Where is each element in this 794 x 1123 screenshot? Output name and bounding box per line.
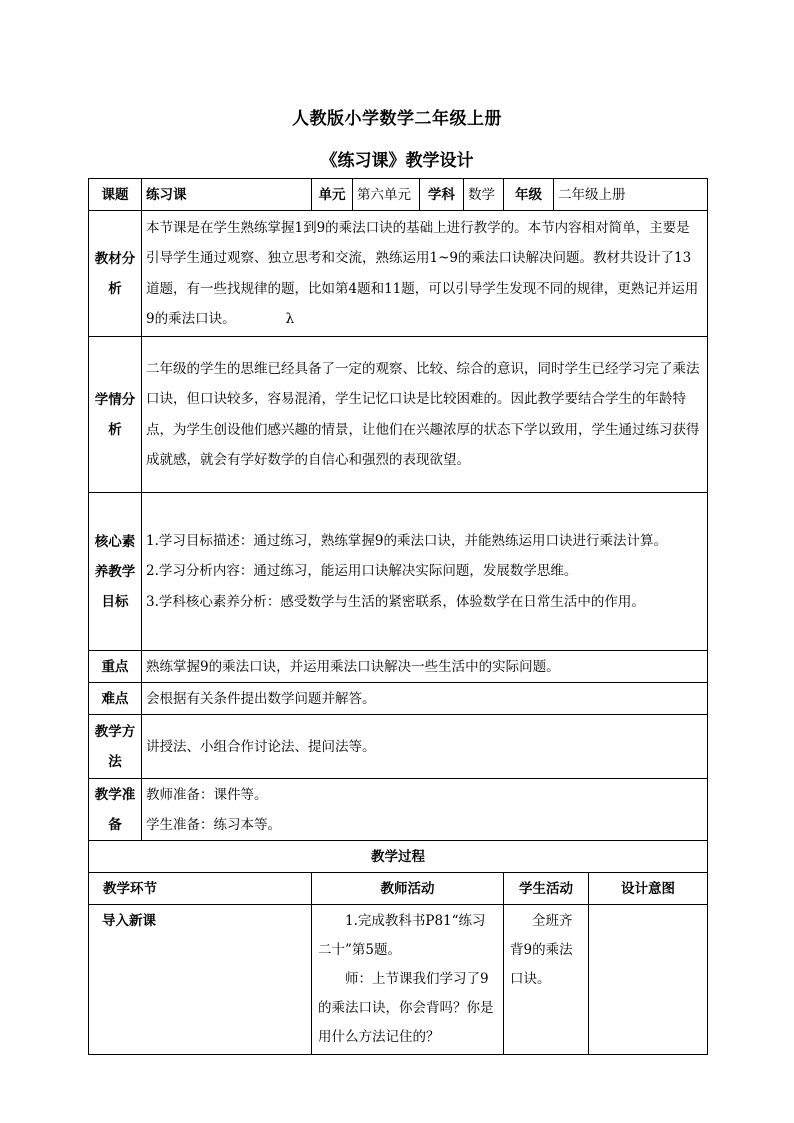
student-preparation: 学生准备：练习本等。 — [146, 816, 281, 833]
difficulty-label: 难点 — [89, 683, 142, 715]
textbook-analysis-text — [142, 211, 708, 337]
unit-label: 单元 — [312, 179, 353, 211]
teacher-activity-cell — [312, 905, 504, 1055]
lesson-plan-table — [88, 178, 708, 1055]
header-student: 学生活动 — [504, 873, 589, 905]
process-title: 教学过程 — [89, 841, 708, 873]
textbook-analysis-label: 教材分析 — [89, 211, 142, 337]
method-text: 讲授法、小组合作讨论法、提问法等。 — [142, 715, 708, 779]
topic-label: 课题 — [89, 179, 142, 211]
student-analysis-text: 二年级的学生的思维已经具备了一定的观察、比较、综合的意识，同时学生已经学习完了乘法口诀，但口诀较多，容易混淆，学生记忆口诀是比较困难的。因此教学要结合学生的年龄特点，为学生创设他们感兴趣的情景，让他们在兴趣浓厚的状态下学以致用，学生通过练习获得成就感，就会有学好数学的自信心和强烈的表现欲望。 — [142, 337, 708, 493]
method-label: 教学方法 — [89, 715, 142, 779]
document-title: 人教版小学数学二年级上册 — [292, 109, 502, 129]
student-analysis-label: 学情分析 — [89, 337, 142, 493]
teacher-activity-line: 师：上节课我们学习了9的乘法口诀，你会背吗？你是用什么方法记住的？ — [318, 971, 494, 1045]
topic-value: 练习课 — [142, 179, 312, 211]
preparation-label: 教学准备 — [89, 779, 142, 841]
process-row — [89, 905, 708, 1055]
goal-item: 3.学科核心素养分析：感受数学与生活的紧密联系，体验数学在日常生活中的作用。 — [146, 593, 645, 610]
difficulty-text: 会根据有关条件提出数学问题并解答。 — [142, 683, 708, 715]
teacher-activity-line: 1.完成教科书P81“练习二十”第5题。 — [318, 913, 486, 958]
header-stage-text: 教学环节 — [103, 880, 157, 897]
goals-label: 核心素养教学目标 — [89, 493, 142, 651]
process-header-row — [89, 873, 708, 905]
method-row — [89, 715, 708, 779]
header-intent: 设计意图 — [589, 873, 708, 905]
document-subtitle: 《练习课》教学设计 — [320, 151, 474, 171]
preparation-row — [89, 779, 708, 841]
goals-row — [89, 493, 708, 651]
design-intent-cell — [589, 905, 708, 1055]
subject-value: 数学 — [464, 179, 504, 211]
header-teacher: 教师活动 — [312, 873, 504, 905]
goals-text — [142, 493, 708, 651]
subject-label: 学科 — [420, 179, 464, 211]
difficulty-row — [89, 683, 708, 715]
textbook-analysis-body: 本节课是在学生熟练掌握1到9的乘法口诀的基础上进行教学的。本节内容相对简单，主要是引导学生通过观察、独立思考和交流，熟练运用1~9的乘法口诀解决问题。教材共设计了13道题，有一些找规律的题，比如第4题和11题，可以引导学生发现不同的规律，更熟记并运用9的乘法口诀。 — [146, 219, 699, 327]
unit-value: 第六单元 — [353, 179, 420, 211]
key-point-text: 熟练掌握9的乘法口诀，并运用乘法口诀解决一些生活中的实际问题。 — [142, 651, 708, 683]
process-title-row — [89, 841, 708, 873]
grade-label: 年级 — [504, 179, 554, 211]
grade-value: 二年级上册 — [554, 179, 708, 211]
student-activity-cell: 全班齐背9的乘法口诀。 — [504, 905, 589, 1055]
preparation-text — [142, 779, 708, 841]
lambda-mark: λ — [285, 311, 295, 327]
teacher-preparation: 教师准备：课件等。 — [146, 786, 268, 803]
header-stage — [89, 873, 312, 905]
stage-cell — [89, 905, 312, 1055]
info-row — [89, 179, 708, 211]
stage-text: 导入新课 — [102, 913, 156, 929]
goal-item: 1.学习目标描述：通过练习，熟练掌握9的乘法口诀，并能熟练运用口诀进行乘法计算。 — [146, 532, 667, 549]
textbook-analysis-row — [89, 211, 708, 337]
key-point-row — [89, 651, 708, 683]
goal-item: 2.学习分析内容：通过练习，能运用口诀解决实际问题，发展数学思维。 — [146, 563, 578, 580]
key-point-label: 重点 — [89, 651, 142, 683]
student-analysis-row — [89, 337, 708, 493]
